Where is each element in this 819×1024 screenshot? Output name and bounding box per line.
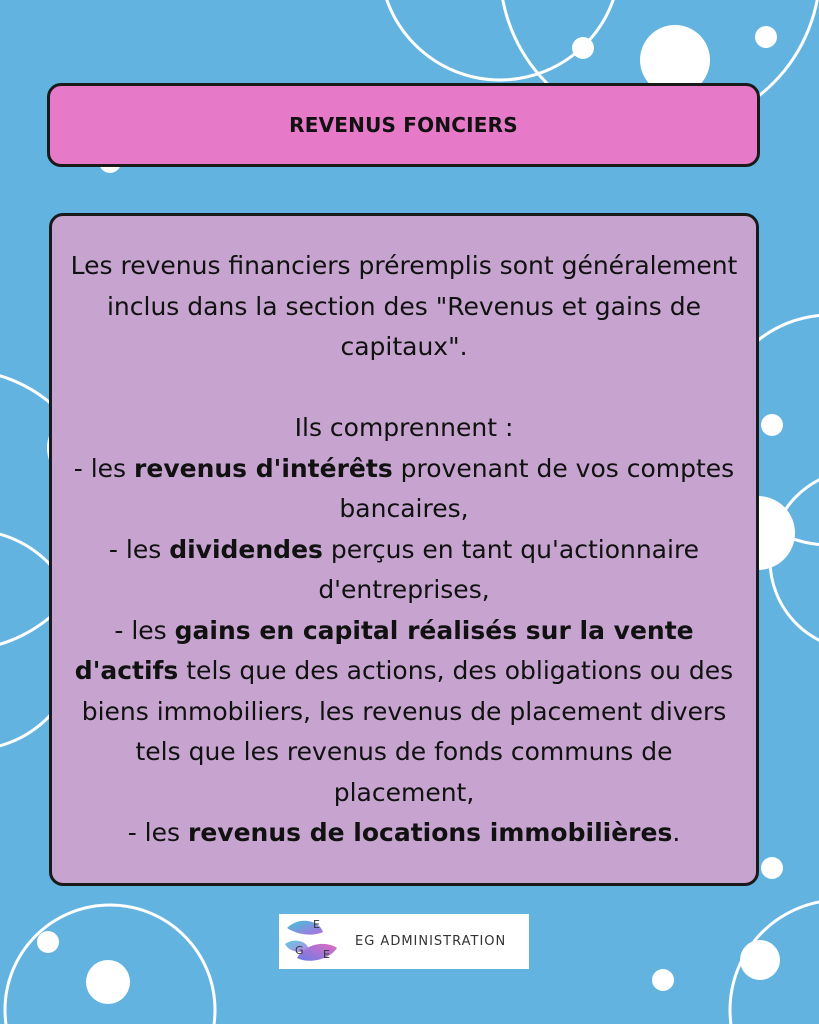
- intro-text: Les revenus financiers préremplis sont généralement inclus dans la section des "Revenus et gains de capitaux".: [70, 251, 738, 361]
- list-item: - les revenus d'intérêts provenant de vos comptes bancaires,: [73, 453, 735, 523]
- brand-logo: [279, 914, 529, 969]
- list-item: - les dividendes perçus en tant qu'actionnaire d'entreprises,: [108, 534, 700, 604]
- list-item: - les revenus de locations immobilières.: [127, 818, 681, 847]
- title-banner: [47, 83, 760, 167]
- page-title: REVENUS FONCIERS: [289, 113, 518, 137]
- content-card: [49, 213, 759, 886]
- logo-name: EG ADMINISTRATION: [355, 934, 507, 949]
- logo-letter: E: [323, 948, 330, 961]
- logo-letter: E: [313, 918, 320, 931]
- spacer: [62, 368, 746, 409]
- list-intro: Ils comprennent :: [294, 413, 514, 442]
- logo-letter: G: [295, 944, 304, 957]
- logo-mark-icon: [279, 914, 349, 969]
- list-item: - les gains en capital réalisés sur la vente d'actifs tels que des actions, des obligations ou des biens immobiliers, les revenus de placement divers tels que les revenus de fonds communs de placement,: [74, 615, 734, 807]
